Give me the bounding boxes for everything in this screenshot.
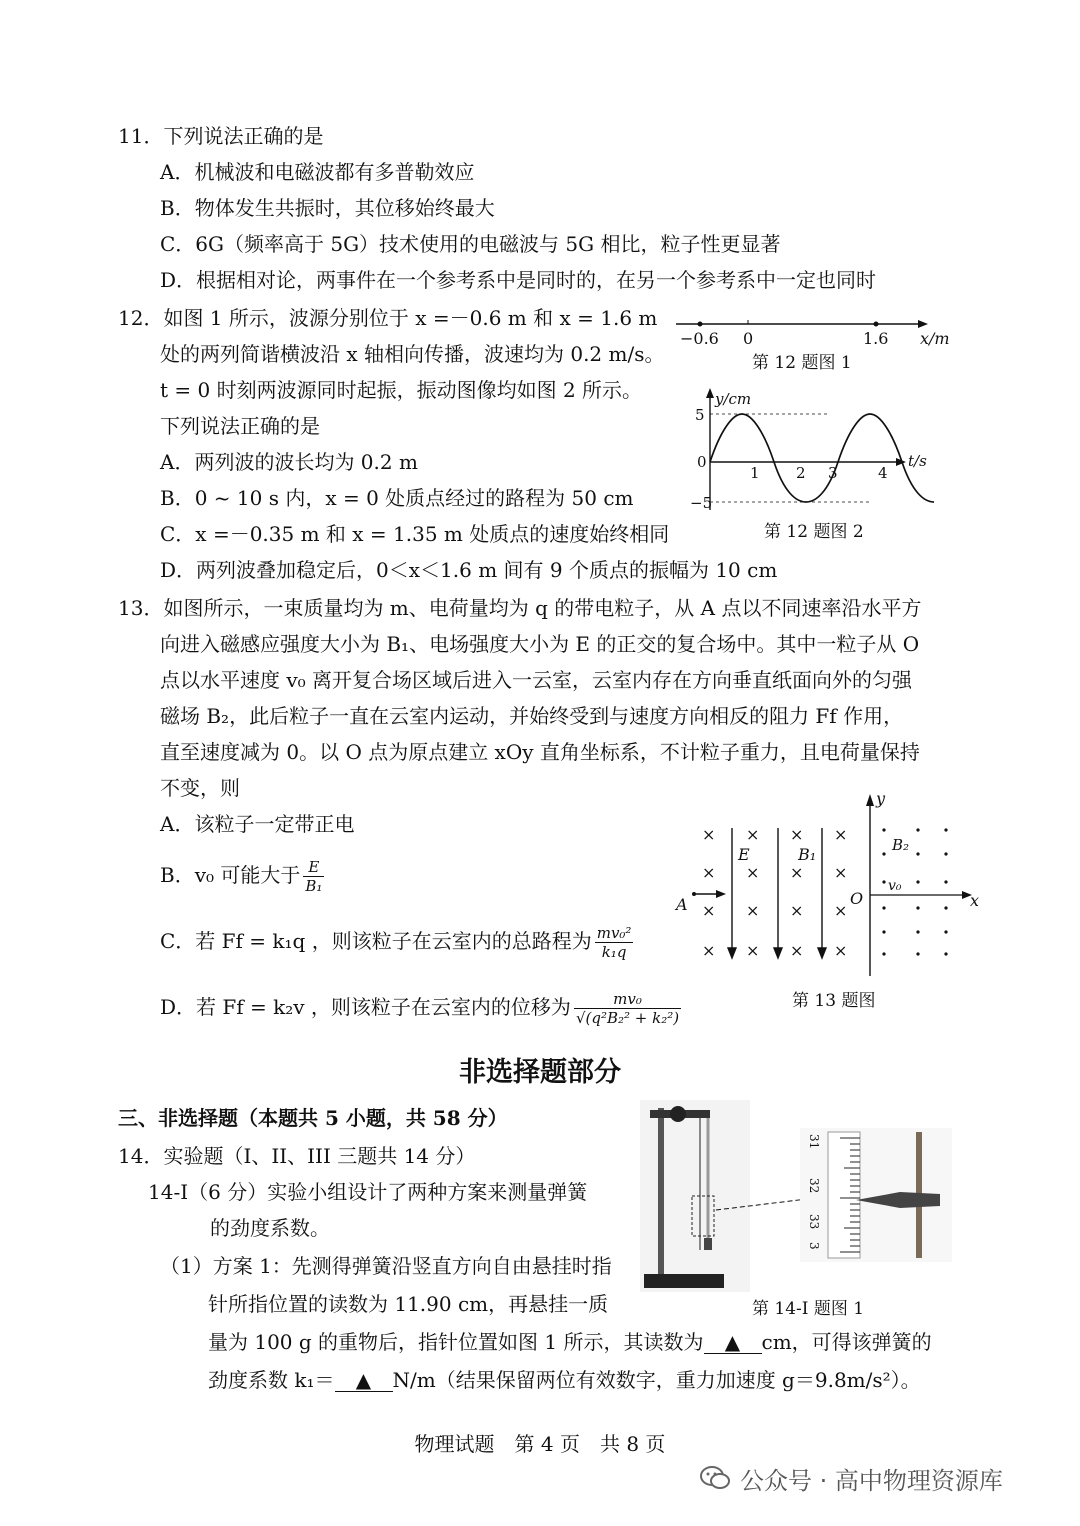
- ruler-tick-33: 33: [807, 1214, 821, 1230]
- q14-heading: 14．实验题（I、II、III 三题共 14 分）: [118, 1144, 476, 1168]
- q11-stem: 11．下列说法正确的是: [118, 124, 324, 148]
- q14i-p1-line3: 量为 100 g 的重物后，指针位置如图 1 所示，其读数为 ▲ cm，可得该弹簧的: [208, 1330, 932, 1354]
- t-tick-2: 2: [796, 464, 806, 482]
- q13-option-c-text: C．若 Ff = k₁q ，则该粒子在云室内的总路程为: [160, 929, 592, 953]
- q14i-line1: 14-I（6 分）实验小组设计了两种方案来测量弹簧: [148, 1180, 588, 1204]
- q12-option-d: D．两列波叠加稳定后，0＜x＜1.6 m 间有 9 个质点的振幅为 10 cm: [160, 558, 778, 582]
- page-footer: 物理试题 第 4 页 共 8 页: [414, 1432, 666, 1456]
- tick-neg: −0.6: [680, 329, 719, 348]
- q11-option-a: A．机械波和电磁波都有多普勒效应: [160, 160, 475, 184]
- svg-text:×: ×: [702, 901, 716, 920]
- q12-option-c: C．x =－0.35 m 和 x = 1.35 m 处质点的速度始终相同: [160, 522, 670, 546]
- watermark: [700, 1462, 1003, 1494]
- tick-pos: 1.6: [863, 329, 889, 348]
- q13-option-a: A．该粒子一定带正电: [160, 812, 355, 836]
- q11-option-c: C．6G（频率高于 5G）技术使用的电磁波与 5G 相比，粒子性更显著: [160, 232, 781, 256]
- q14i-line2: 的劲度系数。: [210, 1216, 330, 1240]
- q14i-p1-line4: 劲度系数 k₁＝ ▲ N/m（结果保留两位有效数字，重力加速度 g＝9.8m/s²）。: [208, 1368, 921, 1392]
- source-left-dot: [698, 322, 703, 327]
- label-v0: v₀: [888, 878, 902, 894]
- t-tick-1: 1: [750, 464, 760, 482]
- svg-text:×: ×: [834, 901, 848, 920]
- y-tick-bottom: −5: [690, 494, 713, 512]
- q13-option-b-text: B．v₀ 可能大于: [160, 863, 301, 887]
- q13-stem-line5: 直至速度减为 0。以 O 点为原点建立 xOy 直角坐标系，不计粒子重力，且电荷量保持: [160, 740, 920, 764]
- label-B1: B₁: [798, 845, 817, 864]
- label-O: O: [850, 889, 864, 908]
- svg-text:×: ×: [746, 901, 760, 920]
- q13-stem-line3: 点以水平速度 v₀ 离开复合场区域后进入一云室，云室内存在方向垂直纸面向外的匀强: [160, 668, 913, 692]
- ruler-tick-31: 31: [807, 1134, 821, 1150]
- q13-fig-caption: 第 13 题图: [792, 991, 876, 1011]
- q11-option-d: D．根据相对论，两事件在一个参考系中是同时的，在另一个参考系中一定也同时: [160, 268, 877, 292]
- q12-stem-line2: 处的两列简谐横波沿 x 轴相向传播，波速均为 0.2 m/s。: [160, 342, 665, 366]
- label-A: A: [676, 895, 688, 914]
- svg-text:×: ×: [790, 825, 804, 844]
- q13-option-c-fraction: $\frac{\text{mv₀²}}{\text{k₁q}}$: [596, 924, 632, 961]
- answer-blank-reading[interactable]: ▲: [704, 1331, 762, 1354]
- t-tick-3: 3: [828, 464, 838, 482]
- ruler-tick-3: 3: [807, 1242, 821, 1250]
- source-right-dot: [874, 322, 879, 327]
- q13-stem-line4: 磁场 B₂，此后粒子一直在云室内运动，并始终受到与速度方向相反的阻力 Ff 作用，: [160, 704, 904, 728]
- q11-option-b: B．物体发生共振时，其位移始终最大: [160, 196, 495, 220]
- t-tick-4: 4: [878, 464, 888, 482]
- ruler-tick-32: 32: [807, 1178, 821, 1194]
- watermark-text: 公众号 · 高中物理资源库: [740, 1466, 1003, 1495]
- label-B2: B₂: [892, 836, 910, 854]
- q13-stem-line6: 不变，则: [160, 776, 240, 800]
- q12-stem-line1: 12．如图 1 所示，波源分别位于 x =－0.6 m 和 x = 1.6 m: [118, 306, 658, 330]
- wechat-icon: [700, 1465, 730, 1491]
- q13-stem-line2: 向进入磁感应强度大小为 B₁、电场强度大小为 E 的正交的复合场中。其中一粒子从 O: [160, 632, 920, 656]
- q13-option-b-fraction: $\frac{E}{\text{B₁}}$: [305, 858, 323, 895]
- svg-text:×: ×: [746, 825, 760, 844]
- svg-text:×: ×: [834, 863, 848, 882]
- q12-figure2: [690, 388, 940, 518]
- q14i-p1-line1: （1）方案 1：先测得弹簧沿竖直方向自由悬挂时指: [160, 1254, 612, 1278]
- tick-zero: 0: [743, 329, 754, 348]
- y-tick-zero: 0: [697, 453, 707, 471]
- q12-option-a: A．两列波的波长均为 0.2 m: [160, 450, 418, 474]
- q14-fig-caption: 第 14-I 题图 1: [752, 1299, 865, 1319]
- q13-option-d-text: D．若 Ff = k₂v ，则该粒子在云室内的位移为: [160, 995, 571, 1019]
- q12-fig1-caption: 第 12 题图 1: [752, 353, 852, 373]
- svg-text:×: ×: [834, 825, 848, 844]
- q12-fig2-caption: 第 12 题图 2: [764, 522, 864, 542]
- q13-option-d: [160, 990, 684, 1027]
- q12-stem-line4: 下列说法正确的是: [160, 414, 320, 438]
- q13-figure: [670, 788, 990, 978]
- ruler-closeup-photo: [800, 1128, 952, 1262]
- y-tick-top: 5: [695, 406, 705, 424]
- part3-heading: 三、非选择题（本题共 5 小题，共 58 分）: [118, 1106, 508, 1130]
- label-y: y: [876, 789, 886, 808]
- svg-text:×: ×: [746, 941, 760, 960]
- y-axis-label: y/cm: [715, 390, 752, 408]
- svg-text:×: ×: [790, 863, 804, 882]
- pointer-needle: [856, 1192, 940, 1208]
- svg-text:×: ×: [746, 863, 760, 882]
- q12-option-b: B．0 ~ 10 s 内，x = 0 处质点经过的路程为 50 cm: [160, 486, 634, 510]
- q12-stem-line3: t = 0 时刻两波源同时起振，振动图像均如图 2 所示。: [160, 378, 643, 402]
- x-axis-label: t/s: [908, 452, 927, 470]
- section-title: 非选择题部分: [459, 1057, 621, 1088]
- svg-text:×: ×: [702, 941, 716, 960]
- q13-stem-line1: 13．如图所示，一束质量均为 m、电荷量均为 q 的带电粒子，从 A 点以不同速率沿水平方: [118, 596, 922, 620]
- magnetic-field-B1-crosses: [702, 825, 847, 960]
- q14i-p1-line2: 针所指位置的读数为 11.90 cm，再悬挂一质: [208, 1292, 609, 1316]
- q13-option-b: [160, 858, 327, 895]
- vibration-curve: [710, 414, 934, 502]
- q13-option-d-fraction: $\frac{\text{mv₀}}{\text{√(q²B₂² + k₂²)}}$: [575, 990, 680, 1027]
- svg-text:×: ×: [834, 941, 848, 960]
- svg-text:×: ×: [702, 863, 716, 882]
- axis-label: x/m: [920, 329, 950, 348]
- answer-blank-k1[interactable]: ▲: [335, 1369, 393, 1392]
- svg-text:×: ×: [790, 941, 804, 960]
- svg-text:×: ×: [702, 825, 716, 844]
- label-E: E: [738, 845, 750, 864]
- svg-text:×: ×: [790, 901, 804, 920]
- q13-option-c: [160, 924, 636, 961]
- label-x: x: [970, 891, 980, 910]
